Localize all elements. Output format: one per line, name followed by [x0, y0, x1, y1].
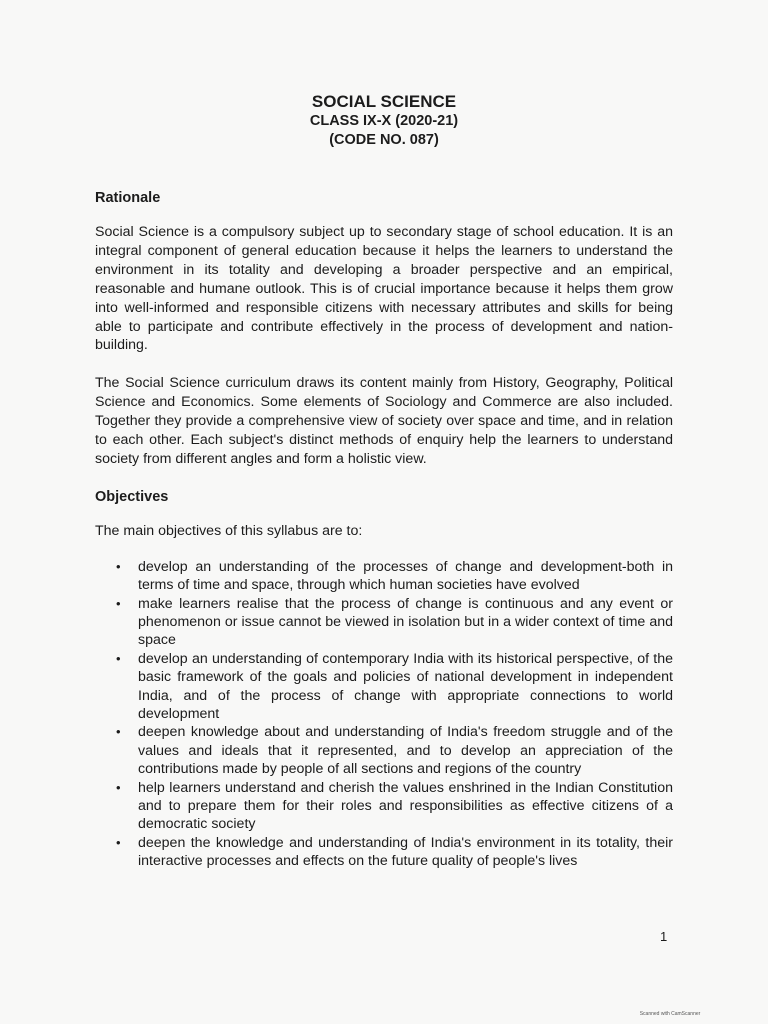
document-body: [95, 189, 673, 871]
document-title: SOCIAL SCIENCE: [311, 92, 457, 111]
objective-text: develop an understanding of contemporary India with its historical perspective, of the basic framework of the goals and policies of national development in independent India, and of the process of change with appropriate connections to world development: [138, 650, 673, 723]
objective-item: [95, 779, 673, 834]
objective-item: [95, 558, 673, 595]
bullet-icon: •: [116, 595, 121, 611]
rationale-paragraph-2: The Social Science curriculum draws its content mainly from History, Geography, Political Science and Economics. Some elements of Sociology and Commerce are also included. Together they provide a comprehensive view of society over space and time, and in relation to each other. Each subject's distinct methods of enquiry help the learners to understand society from different angles and form a holistic view.: [95, 375, 673, 467]
rationale-heading: Rationale: [95, 190, 161, 206]
bullet-icon: •: [116, 834, 121, 850]
objective-item: [95, 595, 673, 650]
scanner-watermark: Scanned with CamScanner: [639, 1011, 701, 1017]
objectives-heading: Objectives: [95, 488, 169, 505]
class-line: CLASS IX-X (2020-21): [309, 113, 459, 129]
objectives-list: [95, 558, 673, 871]
objective-text: help learners understand and cherish the values enshrined in the Indian Constitution and to prepare them for their roles and responsibilities as effective citizens of a democratic society: [138, 779, 673, 833]
code-line: (CODE NO. 087): [329, 132, 439, 148]
objective-item: [95, 834, 673, 871]
bullet-icon: •: [116, 650, 121, 666]
rationale-paragraph-1: Social Science is a compulsory subject up to secondary stage of school education. It is an integral component of general education because it helps the learners to understand the environment in its totality and developing a broader perspective and an empirical, reasonable and humane outlook. This is of crucial importance because it helps them grow into well-informed and responsible citizens with necessary attributes and skills for being able to participate and contribute effectively in the process of development and nation-building.: [95, 224, 673, 354]
objective-text: develop an understanding of the processes of change and development-both in terms of time and space, through which human societies have evolved: [138, 558, 673, 594]
document-header: [0, 91, 768, 150]
objective-item: [95, 650, 673, 724]
objectives-intro: The main objectives of this syllabus are to:: [95, 522, 363, 539]
bullet-icon: •: [116, 558, 121, 574]
objective-item: [95, 723, 673, 778]
bullet-icon: •: [116, 724, 121, 740]
page-number: 1: [660, 929, 668, 944]
bullet-icon: •: [116, 779, 121, 795]
objective-text: deepen knowledge about and understanding of India's freedom struggle and of the values and ideals that it represented, and to develop an appreciation of the contributions made by people of all sections and regions of the country: [138, 724, 673, 778]
objective-text: deepen the knowledge and understanding of India's environment in its totality, their interactive processes and effects on the future quality of people's lives: [138, 834, 673, 870]
objective-text: make learners realise that the process of change is continuous and any event or phenomenon or issue cannot be viewed in isolation but in a wider context of time and space: [138, 595, 673, 649]
